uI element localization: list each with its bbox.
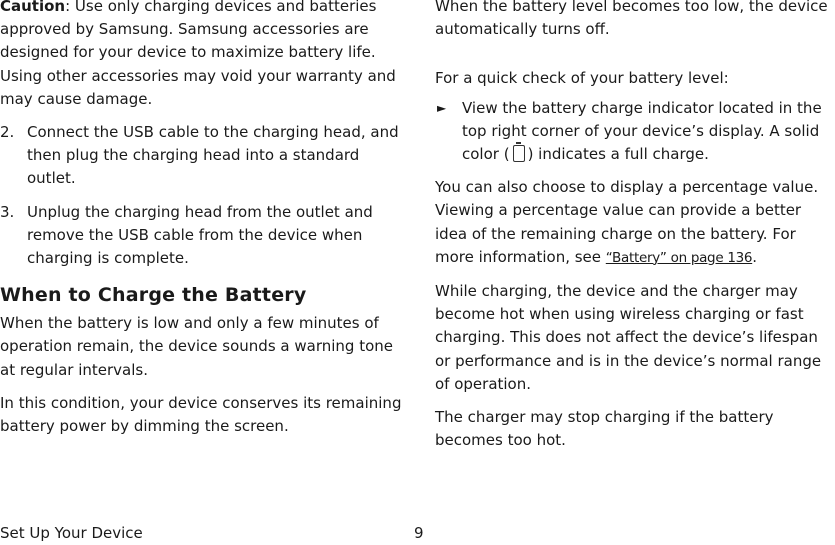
auto-off-paragraph: When the battery level becomes too low, the device automatically turns off. <box>435 0 828 39</box>
step-item <box>0 121 410 191</box>
step-text: Connect the USB cable to the charging head, and then plug the charging head into a standard outlet. <box>27 123 399 188</box>
quick-check-paragraph: For a quick check of your battery level: <box>435 69 729 88</box>
caution-label: Caution <box>0 0 66 15</box>
percentage-paragraph <box>435 176 835 270</box>
step-number: 2. <box>0 123 15 142</box>
percentage-text-end: . <box>752 247 757 266</box>
step-item <box>0 201 410 271</box>
percentage-text: You can also choose to display a percentage value. Viewing a percentage value can provide a better idea of the remaining charge on the battery. For more information, see <box>435 178 819 266</box>
caution-text: : Use only charging devices and batteries approved by Samsung. Samsung accessories are designed for your device to maximize battery life. Using other accessories may void your warranty and may cause damage. <box>0 0 396 108</box>
battery-page-link[interactable]: “Battery” on page 136 <box>605 249 753 266</box>
bullet-text-before: View the battery charge indicator located in the top right corner of your device’s display. A solid color ( <box>462 98 822 164</box>
steps-list <box>0 121 410 270</box>
conserve-paragraph: In this condition, your device conserves its remaining battery power by dimming the screen. <box>0 393 402 436</box>
bullet-text-after: ) indicates a full charge. <box>527 145 709 164</box>
low-battery-paragraph: When the battery is low and only a few minutes of operation remain, the device sounds a warning tone at regular intervals. <box>0 314 393 379</box>
too-hot-paragraph: The charger may stop charging if the battery becomes too hot. <box>435 408 774 450</box>
bullet-arrow-icon: ► <box>437 100 447 115</box>
step-text: Unplug the charging head from the outlet and remove the USB cable from the device when charging is complete. <box>27 202 373 268</box>
left-column <box>0 0 410 448</box>
bullet-item <box>435 97 835 167</box>
step-number: 3. <box>0 202 15 221</box>
heat-paragraph: While charging, the device and the charger may become hot when using wireless charging or fast charging. This does not affect the device’s lifespan or performance and is in the device’s normal range of operation. <box>435 282 822 393</box>
section-heading: When to Charge the Battery <box>0 284 307 307</box>
battery-full-icon <box>513 145 525 162</box>
caution-paragraph <box>0 0 410 111</box>
footer-section-title: Set Up Your Device <box>0 524 143 542</box>
right-column <box>435 0 835 462</box>
page-number: 9 <box>414 524 424 542</box>
